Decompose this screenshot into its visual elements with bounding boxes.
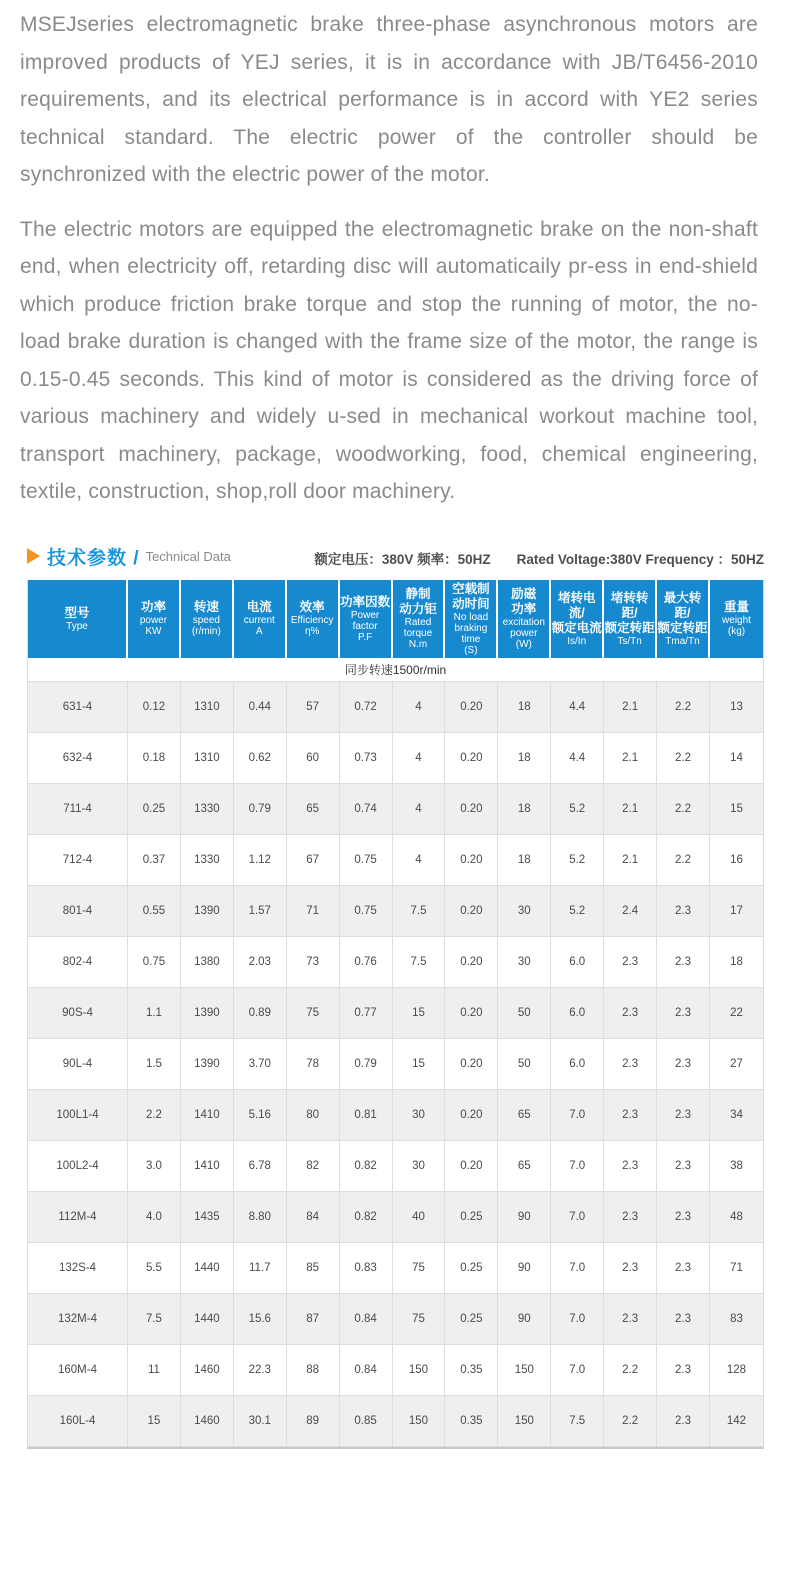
value-cell: 15.6 <box>234 1294 287 1345</box>
value-cell: 0.72 <box>340 682 393 733</box>
value-cell: 0.82 <box>340 1192 393 1243</box>
type-cell: 632-4 <box>28 733 128 784</box>
type-cell: 100L1-4 <box>28 1090 128 1141</box>
value-cell: 15 <box>393 1039 446 1090</box>
table-row <box>28 937 763 988</box>
value-cell: 2.4 <box>604 886 657 937</box>
value-cell: 87 <box>287 1294 340 1345</box>
value-cell: 1440 <box>181 1243 234 1294</box>
value-cell: 0.25 <box>128 784 181 835</box>
value-cell: 18 <box>710 937 763 988</box>
value-cell: 1390 <box>181 886 234 937</box>
column-header: 静制 动力钜 Rated torque N.m <box>393 580 446 658</box>
value-cell: 4.0 <box>128 1192 181 1243</box>
value-cell: 0.25 <box>445 1192 498 1243</box>
value-cell: 150 <box>498 1345 551 1396</box>
value-cell: 30 <box>498 886 551 937</box>
value-cell: 38 <box>710 1141 763 1192</box>
intro-paragraph-1: MSEJseries electromagnetic brake three-phase asynchronous motors are improved products of YEJ series, it is in accordance with JB/T6456-2010 requirements, and its electrical performance is in accord with YE2 series technical standard. The electric power of the controller should be synchronized with the electric power of the motor. <box>20 13 758 186</box>
technical-data-section-header <box>27 543 764 570</box>
value-cell: 7.5 <box>393 937 446 988</box>
value-cell: 11 <box>128 1345 181 1396</box>
value-cell: 0.37 <box>128 835 181 886</box>
value-cell: 85 <box>287 1243 340 1294</box>
value-cell: 2.2 <box>604 1345 657 1396</box>
value-cell: 18 <box>498 682 551 733</box>
value-cell: 4 <box>393 835 446 886</box>
value-cell: 0.74 <box>340 784 393 835</box>
value-cell: 75 <box>393 1294 446 1345</box>
value-cell: 34 <box>710 1090 763 1141</box>
value-cell: 88 <box>287 1345 340 1396</box>
value-cell: 0.35 <box>445 1396 498 1447</box>
value-cell: 0.20 <box>445 937 498 988</box>
type-cell: 90S-4 <box>28 988 128 1039</box>
value-cell: 0.25 <box>445 1294 498 1345</box>
value-cell: 2.2 <box>128 1090 181 1141</box>
value-cell: 0.20 <box>445 835 498 886</box>
value-cell: 0.85 <box>340 1396 393 1447</box>
value-cell: 30 <box>498 937 551 988</box>
value-cell: 4 <box>393 733 446 784</box>
value-cell: 0.20 <box>445 1039 498 1090</box>
value-cell: 5.5 <box>128 1243 181 1294</box>
value-cell: 15 <box>393 988 446 1039</box>
technical-data-table <box>28 580 763 1447</box>
column-header: 转速 speed (r/min) <box>181 580 234 658</box>
value-cell: 2.3 <box>657 937 710 988</box>
value-cell: 0.75 <box>340 886 393 937</box>
value-cell: 0.20 <box>445 682 498 733</box>
value-cell: 13 <box>710 682 763 733</box>
type-cell: 802-4 <box>28 937 128 988</box>
value-cell: 0.79 <box>234 784 287 835</box>
value-cell: 128 <box>710 1345 763 1396</box>
table-body <box>28 658 763 1447</box>
column-header: 堵转电流/ 额定电流 Is/In <box>551 580 604 658</box>
value-cell: 0.20 <box>445 784 498 835</box>
value-cell: 0.12 <box>128 682 181 733</box>
synchronous-speed-group-row <box>28 658 763 682</box>
value-cell: 7.0 <box>551 1141 604 1192</box>
value-cell: 50 <box>498 1039 551 1090</box>
value-cell: 7.0 <box>551 1243 604 1294</box>
value-cell: 7.0 <box>551 1090 604 1141</box>
value-cell: 84 <box>287 1192 340 1243</box>
column-header: 效率 Efficiency η% <box>287 580 340 658</box>
section-title-en: Technical Data <box>145 548 231 564</box>
table-row <box>28 784 763 835</box>
rating-note-zh: 额定电压：380V 频率：50HZ <box>314 551 491 567</box>
value-cell: 8.80 <box>234 1192 287 1243</box>
value-cell: 7.5 <box>393 886 446 937</box>
value-cell: 11.7 <box>234 1243 287 1294</box>
type-cell: 90L-4 <box>28 1039 128 1090</box>
value-cell: 2.03 <box>234 937 287 988</box>
value-cell: 2.2 <box>604 1396 657 1447</box>
group-row-label: 同步转速1500r/min <box>28 658 763 682</box>
value-cell: 0.79 <box>340 1039 393 1090</box>
table-row <box>28 1090 763 1141</box>
value-cell: 2.3 <box>604 1243 657 1294</box>
value-cell: 2.3 <box>657 1243 710 1294</box>
value-cell: 6.0 <box>551 988 604 1039</box>
value-cell: 71 <box>710 1243 763 1294</box>
table-row <box>28 835 763 886</box>
value-cell: 83 <box>710 1294 763 1345</box>
value-cell: 6.0 <box>551 1039 604 1090</box>
table-row <box>28 1345 763 1396</box>
value-cell: 1435 <box>181 1192 234 1243</box>
value-cell: 1440 <box>181 1294 234 1345</box>
intro-paragraph-2: The electric motors are equipped the electromagnetic brake on the non-shaft end, when electricity off, retarding disc will automaticaily pr-ess in end-shield which produce friction brake torque and stop the running of motor, the no-load brake duration is changed with the frame size of the motor, the range is 0.15-0.45 seconds. This kind of motor is considered as the driving force of various machinery and widely u-sed in mechanical workout machine tool, transport machinery, package, woodworking, food, chemical engineering, textile, construction, shop,roll door machinery. <box>20 217 758 503</box>
rating-note <box>314 548 764 570</box>
column-header: 功率 power KW <box>128 580 181 658</box>
value-cell: 0.20 <box>445 1141 498 1192</box>
value-cell: 50 <box>498 988 551 1039</box>
value-cell: 73 <box>287 937 340 988</box>
value-cell: 7.0 <box>551 1192 604 1243</box>
value-cell: 18 <box>498 784 551 835</box>
table-row <box>28 886 763 937</box>
type-cell: 160L-4 <box>28 1396 128 1447</box>
intro-text <box>20 6 758 511</box>
value-cell: 1.1 <box>128 988 181 1039</box>
value-cell: 40 <box>393 1192 446 1243</box>
table-head <box>28 580 763 658</box>
value-cell: 78 <box>287 1039 340 1090</box>
value-cell: 5.2 <box>551 835 604 886</box>
value-cell: 1460 <box>181 1345 234 1396</box>
value-cell: 2.2 <box>657 733 710 784</box>
value-cell: 1310 <box>181 733 234 784</box>
section-title-zh: 技术参数 / <box>47 547 140 569</box>
value-cell: 4 <box>393 784 446 835</box>
value-cell: 1380 <box>181 937 234 988</box>
value-cell: 150 <box>393 1345 446 1396</box>
value-cell: 2.3 <box>604 1192 657 1243</box>
value-cell: 75 <box>393 1243 446 1294</box>
type-cell: 100L2-4 <box>28 1141 128 1192</box>
column-header: 功率因数 Power factor P.F <box>340 580 393 658</box>
value-cell: 82 <box>287 1141 340 1192</box>
value-cell: 4.4 <box>551 682 604 733</box>
value-cell: 7.0 <box>551 1294 604 1345</box>
value-cell: 0.18 <box>128 733 181 784</box>
value-cell: 65 <box>498 1141 551 1192</box>
value-cell: 1.12 <box>234 835 287 886</box>
value-cell: 3.70 <box>234 1039 287 1090</box>
value-cell: 0.76 <box>340 937 393 988</box>
value-cell: 71 <box>287 886 340 937</box>
value-cell: 30 <box>393 1141 446 1192</box>
value-cell: 0.20 <box>445 988 498 1039</box>
section-title <box>27 543 231 570</box>
value-cell: 0.55 <box>128 886 181 937</box>
value-cell: 18 <box>498 835 551 886</box>
value-cell: 0.25 <box>445 1243 498 1294</box>
value-cell: 6.0 <box>551 937 604 988</box>
value-cell: 2.3 <box>657 1345 710 1396</box>
table-row <box>28 988 763 1039</box>
value-cell: 2.2 <box>657 784 710 835</box>
value-cell: 2.2 <box>657 682 710 733</box>
value-cell: 1410 <box>181 1090 234 1141</box>
value-cell: 89 <box>287 1396 340 1447</box>
value-cell: 2.3 <box>657 1294 710 1345</box>
value-cell: 80 <box>287 1090 340 1141</box>
value-cell: 0.20 <box>445 886 498 937</box>
value-cell: 1.5 <box>128 1039 181 1090</box>
column-header: 堵转转距/ 额定转距 Ts/Tn <box>604 580 657 658</box>
value-cell: 2.1 <box>604 784 657 835</box>
value-cell: 7.5 <box>128 1294 181 1345</box>
value-cell: 0.73 <box>340 733 393 784</box>
right-triangle-icon <box>27 548 40 564</box>
value-cell: 3.0 <box>128 1141 181 1192</box>
type-cell: 801-4 <box>28 886 128 937</box>
value-cell: 48 <box>710 1192 763 1243</box>
column-header: 空载制 动时间 No load braking time (S) <box>445 580 498 658</box>
value-cell: 150 <box>393 1396 446 1447</box>
value-cell: 90 <box>498 1294 551 1345</box>
value-cell: 75 <box>287 988 340 1039</box>
value-cell: 27 <box>710 1039 763 1090</box>
column-header: 电流 current A <box>234 580 287 658</box>
value-cell: 0.20 <box>445 733 498 784</box>
type-cell: 711-4 <box>28 784 128 835</box>
value-cell: 0.81 <box>340 1090 393 1141</box>
type-cell: 160M-4 <box>28 1345 128 1396</box>
value-cell: 2.3 <box>657 1396 710 1447</box>
value-cell: 5.16 <box>234 1090 287 1141</box>
table-row <box>28 1039 763 1090</box>
value-cell: 1.57 <box>234 886 287 937</box>
table-row <box>28 1192 763 1243</box>
value-cell: 5.2 <box>551 784 604 835</box>
value-cell: 90 <box>498 1243 551 1294</box>
value-cell: 4 <box>393 682 446 733</box>
value-cell: 2.3 <box>604 1090 657 1141</box>
value-cell: 15 <box>128 1396 181 1447</box>
table-row <box>28 1141 763 1192</box>
value-cell: 22.3 <box>234 1345 287 1396</box>
type-cell: 132M-4 <box>28 1294 128 1345</box>
value-cell: 1310 <box>181 682 234 733</box>
type-cell: 631-4 <box>28 682 128 733</box>
value-cell: 0.35 <box>445 1345 498 1396</box>
column-header: 型号 Type <box>28 580 128 658</box>
value-cell: 0.75 <box>340 835 393 886</box>
value-cell: 6.78 <box>234 1141 287 1192</box>
value-cell: 2.3 <box>604 988 657 1039</box>
value-cell: 0.44 <box>234 682 287 733</box>
table-row <box>28 1243 763 1294</box>
value-cell: 0.62 <box>234 733 287 784</box>
value-cell: 0.83 <box>340 1243 393 1294</box>
value-cell: 2.3 <box>604 1039 657 1090</box>
value-cell: 0.82 <box>340 1141 393 1192</box>
value-cell: 2.1 <box>604 835 657 886</box>
value-cell: 2.3 <box>604 1294 657 1345</box>
value-cell: 57 <box>287 682 340 733</box>
value-cell: 0.84 <box>340 1345 393 1396</box>
table-row <box>28 682 763 733</box>
value-cell: 0.75 <box>128 937 181 988</box>
value-cell: 90 <box>498 1192 551 1243</box>
column-header: 最大转距/ 额定转距 Tma/Tn <box>657 580 710 658</box>
value-cell: 0.20 <box>445 1090 498 1141</box>
value-cell: 2.3 <box>657 1192 710 1243</box>
value-cell: 2.3 <box>657 886 710 937</box>
value-cell: 1410 <box>181 1141 234 1192</box>
value-cell: 150 <box>498 1396 551 1447</box>
type-cell: 712-4 <box>28 835 128 886</box>
value-cell: 2.3 <box>657 1090 710 1141</box>
value-cell: 2.3 <box>604 1141 657 1192</box>
value-cell: 2.3 <box>657 1039 710 1090</box>
value-cell: 2.3 <box>604 937 657 988</box>
value-cell: 1460 <box>181 1396 234 1447</box>
value-cell: 2.3 <box>657 1141 710 1192</box>
table-row <box>28 1294 763 1345</box>
value-cell: 30.1 <box>234 1396 287 1447</box>
value-cell: 1330 <box>181 835 234 886</box>
value-cell: 2.3 <box>657 988 710 1039</box>
header-row <box>28 580 763 658</box>
value-cell: 22 <box>710 988 763 1039</box>
type-cell: 112M-4 <box>28 1192 128 1243</box>
table-row <box>28 733 763 784</box>
value-cell: 0.84 <box>340 1294 393 1345</box>
value-cell: 65 <box>498 1090 551 1141</box>
value-cell: 14 <box>710 733 763 784</box>
value-cell: 2.1 <box>604 733 657 784</box>
value-cell: 0.89 <box>234 988 287 1039</box>
value-cell: 142 <box>710 1396 763 1447</box>
type-cell: 132S-4 <box>28 1243 128 1294</box>
value-cell: 0.77 <box>340 988 393 1039</box>
value-cell: 7.0 <box>551 1345 604 1396</box>
value-cell: 7.5 <box>551 1396 604 1447</box>
value-cell: 15 <box>710 784 763 835</box>
value-cell: 4.4 <box>551 733 604 784</box>
technical-data-table-wrap <box>27 580 764 1449</box>
value-cell: 60 <box>287 733 340 784</box>
rating-note-en: Rated Voltage:380V Frequency ：50HZ <box>516 551 764 567</box>
value-cell: 18 <box>498 733 551 784</box>
value-cell: 17 <box>710 886 763 937</box>
value-cell: 2.2 <box>657 835 710 886</box>
column-header: 重量 weight (kg) <box>710 580 763 658</box>
value-cell: 16 <box>710 835 763 886</box>
column-header: 励磁 功率 excitation power (W) <box>498 580 551 658</box>
table-row <box>28 1396 763 1447</box>
value-cell: 30 <box>393 1090 446 1141</box>
value-cell: 1330 <box>181 784 234 835</box>
value-cell: 5.2 <box>551 886 604 937</box>
value-cell: 67 <box>287 835 340 886</box>
value-cell: 2.1 <box>604 682 657 733</box>
value-cell: 1390 <box>181 1039 234 1090</box>
value-cell: 65 <box>287 784 340 835</box>
value-cell: 1390 <box>181 988 234 1039</box>
